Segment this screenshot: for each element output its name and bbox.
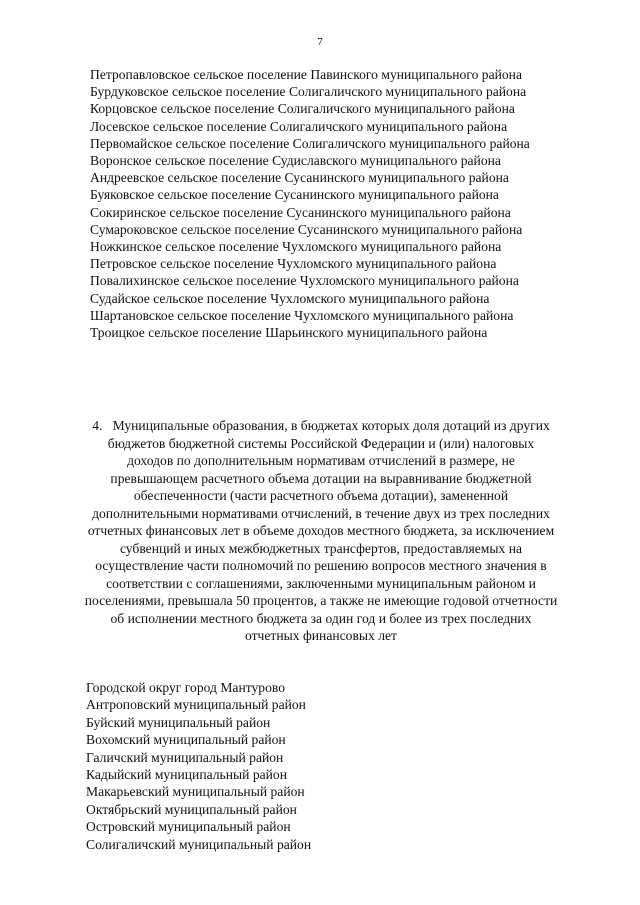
list-item: Городской округ город Мантурово xyxy=(86,680,286,695)
list-item: Первомайское сельское поселение Солигаличского муниципального района xyxy=(90,135,530,151)
list-item: Кадыйский муниципальный район xyxy=(86,767,287,783)
list-item: Корцовское сельское поселение Солигаличского муниципального района xyxy=(90,101,515,117)
settlements-list xyxy=(90,66,560,341)
list-item: Андреевское сельское поселение Сусанинского муниципального района xyxy=(90,170,509,186)
list-item: Буяковское сельское поселение Сусанинского муниципального района xyxy=(90,187,499,203)
list-item: Островский муниципальный район xyxy=(86,819,291,835)
section-text: Муниципальные образования, в бюджетах которых доля дотаций из других бюджетов бюджетной системы Российской Федерации и (или) налоговых доходов по дополнительным нормативам отчислений в размере, не превышающем расчетного объема дотации на выравнивание бюджетной обеспеченности (части расчетного объема дотации), замененной дополнительными нормативами отчислений, в течение двух из трех последних отчетных финансовых лет в объеме доходов местного бюджета, за исключением субвенций и иных межбюджетных трансфертов, предоставляемых на осуществление части полномочий по решению вопросов местного значения в соответствии с соглашениями, заключенными муниципальным районом и поселениями, превышала 50 процентов, а также не имеющие годовой отчетности об исполнении местного бюджета за один год и более из трех последних отчетных финансовых лет xyxy=(84,418,558,643)
list-item: Бурдуковское сельское поселение Солигаличского муниципального района xyxy=(90,84,527,100)
section-4-heading xyxy=(84,417,558,645)
list-item: Сумароковское сельское поселение Сусанинского муниципального района xyxy=(90,221,523,237)
list-item: Повалихинское сельское поселение Чухломского муниципального района xyxy=(90,273,519,289)
municipalities-list xyxy=(86,679,386,853)
page-number: 7 xyxy=(317,36,323,48)
list-item: Антроповский муниципальный район xyxy=(86,697,306,713)
list-item: Ножкинское сельское поселение Чухломского муниципального района xyxy=(90,239,502,255)
list-item: Октябрьский муниципальный район xyxy=(86,801,297,817)
list-item: Солигаличский муниципальный район xyxy=(86,836,312,852)
list-item: Шартановское сельское поселение Чухломского муниципального района xyxy=(90,307,514,323)
list-item: Макарьевский муниципальный район xyxy=(86,784,305,800)
list-item: Лосевское сельское поселение Солигаличского муниципального района xyxy=(90,118,508,134)
list-item: Вохомский муниципальный район xyxy=(86,732,286,748)
list-item: Воронское сельское поселение Судиславского муниципального района xyxy=(90,153,501,169)
list-item: Троицкое сельское поселение Шарьинского муниципального района xyxy=(90,325,488,341)
list-item: Судайское сельское поселение Чухломского муниципального района xyxy=(90,290,490,306)
list-item: Петропавловское сельское поселение Павинского муниципального района xyxy=(90,67,522,82)
list-item: Буйский муниципальный район xyxy=(86,714,271,730)
list-item: Сокиринское сельское поселение Сусанинского муниципального района xyxy=(90,204,511,220)
list-item: Петровское сельское поселение Чухломского муниципального района xyxy=(90,256,497,272)
list-item: Галичский муниципальный район xyxy=(86,749,284,765)
section-number: 4. xyxy=(92,418,103,433)
